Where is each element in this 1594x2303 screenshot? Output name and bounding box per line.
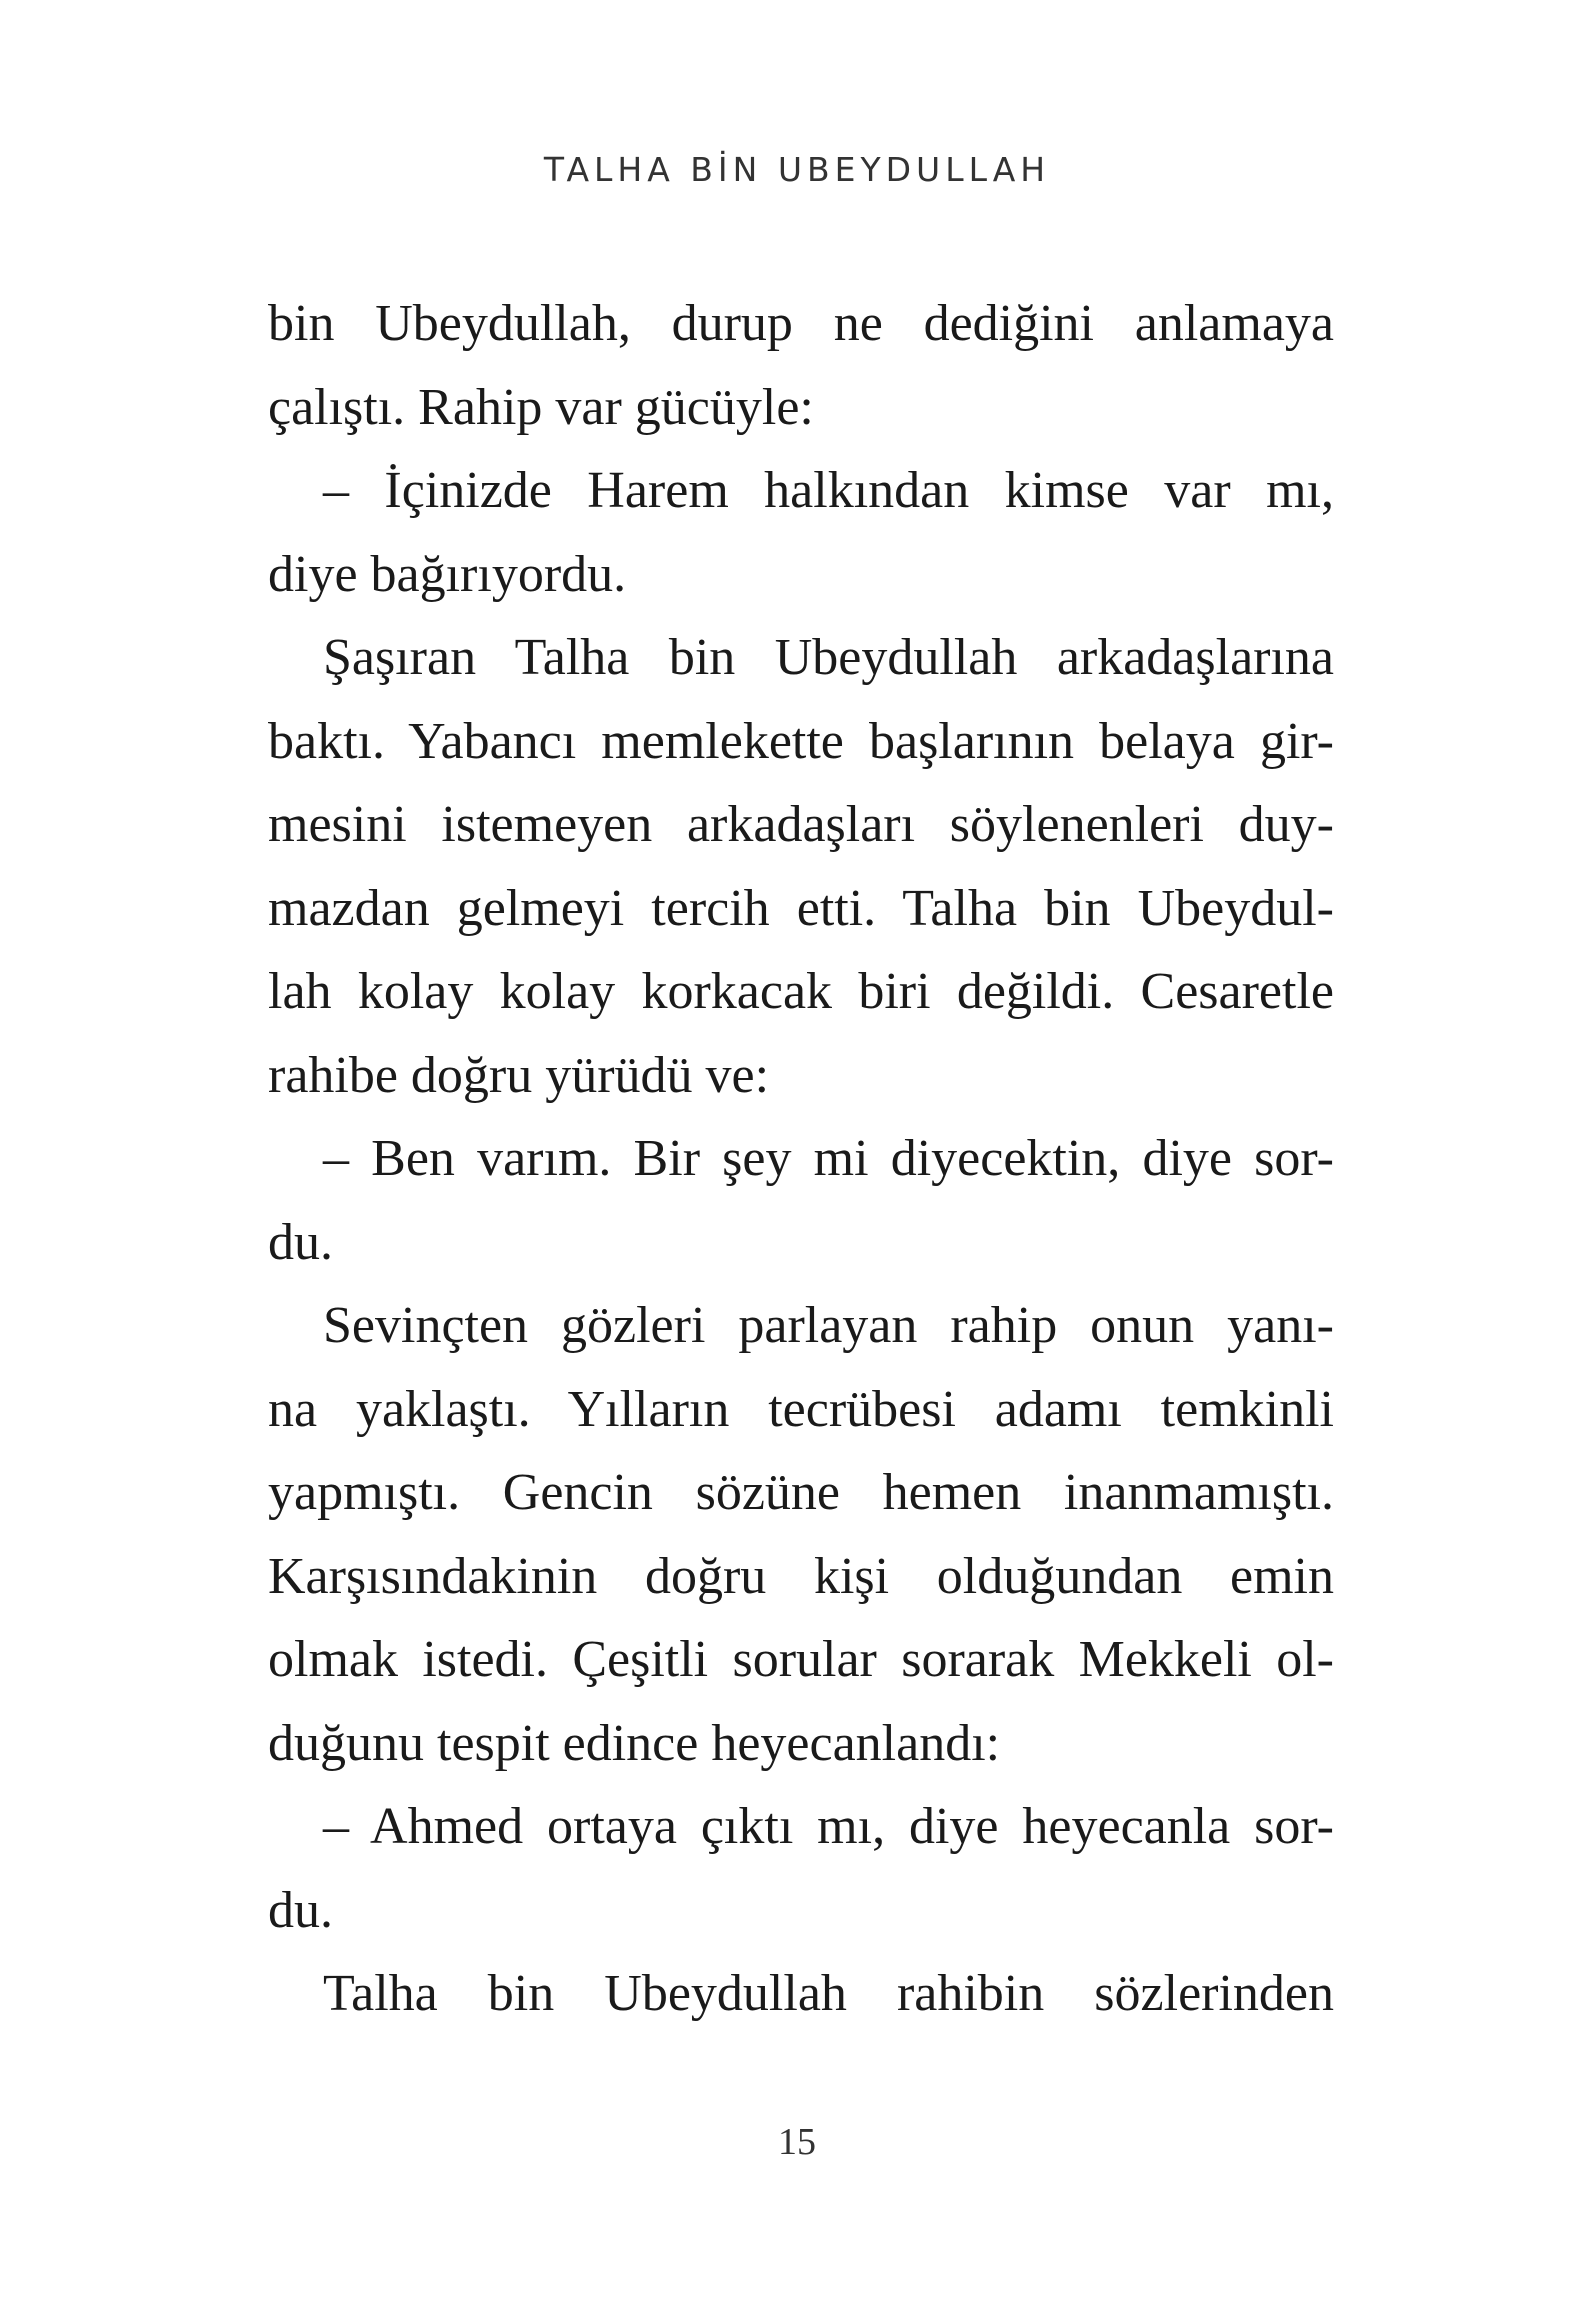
- text-line: rahibe doğru yürüdü ve:: [268, 1046, 770, 1104]
- text-line: Şaşıran Talha bin Ubeydullah arkadaşlarına: [323, 629, 1334, 686]
- text-line: – İçinizde Harem halkından kimse var mı,: [323, 462, 1334, 519]
- text-line: diye bağırıyordu.: [268, 545, 627, 603]
- text-line: yapmıştı. Gencin sözüne hemen inanmamıştı.: [268, 1464, 1334, 1521]
- page-number: 15: [778, 2121, 816, 2163]
- text-line: na yaklaştı. Yılların tecrübesi adamı temkinli: [268, 1380, 1334, 1438]
- text-line: Karşısındakinin doğru kişi olduğundan emin: [268, 1547, 1334, 1605]
- text-line: du.: [268, 1213, 333, 1271]
- text-line: baktı. Yabancı memlekette başlarının belaya gir-: [268, 712, 1334, 770]
- text-line: Sevinçten gözleri parlayan rahip onun yanı-: [323, 1297, 1334, 1354]
- text-line: çalıştı. Rahip var gücüyle:: [268, 378, 814, 436]
- text-line: – Ahmed ortaya çıktı mı, diye heyecanla sor-: [323, 1798, 1334, 1855]
- text-line: mesini istemeyen arkadaşları söylenenleri duy-: [268, 796, 1334, 853]
- running-head-title: TALHA BİN UBEYDULLAH: [543, 150, 1051, 189]
- text-line: Talha bin Ubeydullah rahibin sözlerinden: [323, 1965, 1334, 2022]
- text-line: duğunu tespit edince heyecanlandı:: [268, 1714, 1001, 1772]
- text-line: – Ben varım. Bir şey mi diyecektin, diye sor-: [323, 1130, 1334, 1187]
- text-line: lah kolay kolay korkacak biri değildi. Cesaretle: [268, 963, 1334, 1020]
- body-text: [268, 282, 1334, 2036]
- text-line: du.: [268, 1881, 333, 1939]
- text-line: mazdan gelmeyi tercih etti. Talha bin Ubeydul-: [268, 879, 1334, 937]
- text-line: olmak istedi. Çeşitli sorular sorarak Mekkeli ol-: [268, 1631, 1334, 1688]
- text-line: bin Ubeydullah, durup ne dediğini anlamaya: [268, 295, 1334, 352]
